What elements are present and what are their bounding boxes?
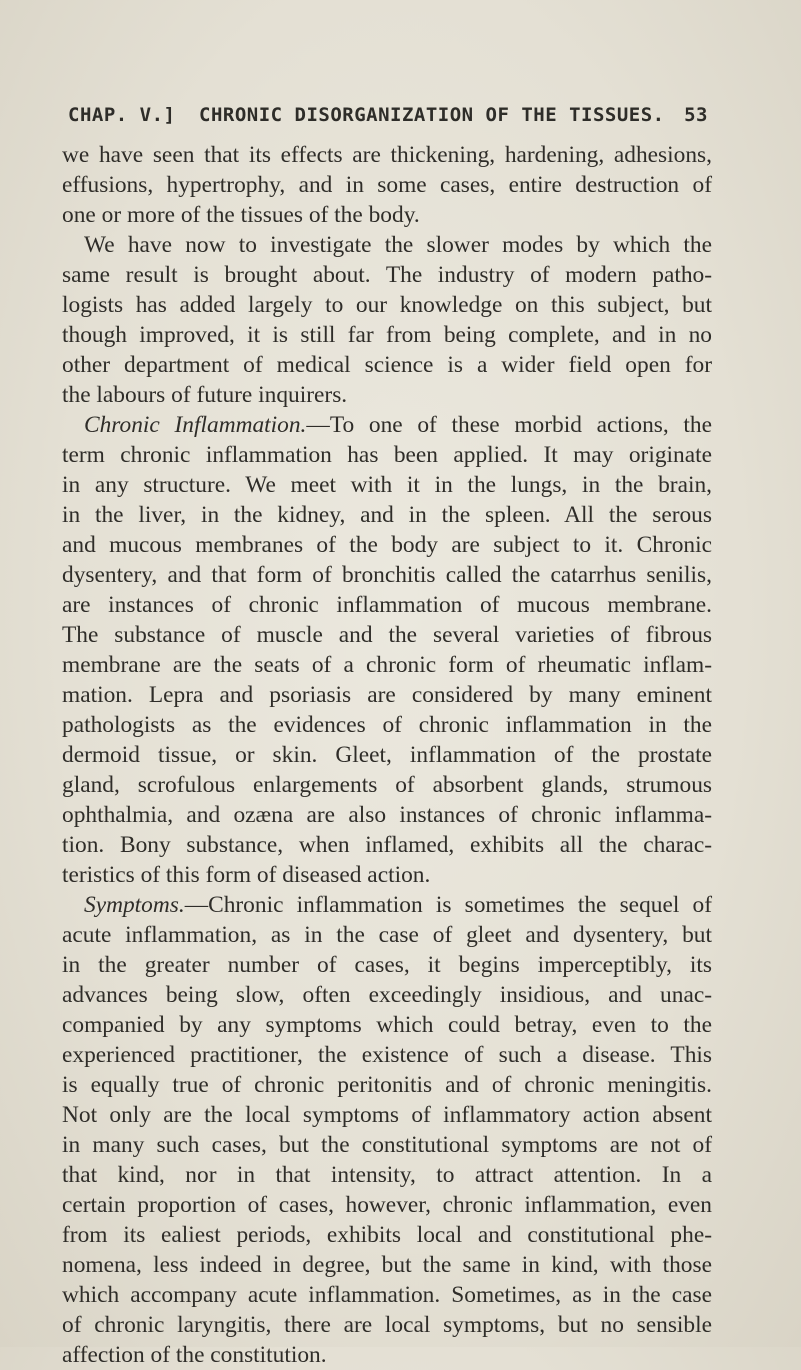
text-line: logists has added largely to our knowledge on this subject, but	[62, 292, 712, 318]
text-line: gland, scrofulous enlargements of absorbent glands, strumous	[62, 772, 712, 798]
running-title: CHRONIC DISORGANIZATION OF THE TISSUES.	[199, 104, 665, 126]
page-number: 53	[684, 104, 708, 126]
run-in-heading: Chronic Inflammation.	[84, 412, 307, 438]
text-line: acute inflammation, as in the case of gleet and dysentery, but	[62, 922, 712, 948]
text-line: Not only are the local symptoms of inflammatory action absent	[62, 1102, 712, 1128]
text-line: pathologists as the evidences of chronic inflammation in the	[62, 712, 712, 738]
text-line: the labours of future inquirers.	[62, 382, 348, 408]
text-line: ophthalmia, and ozæna are also instances of chronic inflamma-	[62, 802, 712, 828]
text-line: dermoid tissue, or skin. Gleet, inflammation of the prostate	[62, 742, 712, 768]
text-line: certain proportion of cases, however, chronic inflammation, even	[62, 1192, 712, 1218]
text-line: same result is brought about. The industry of modern patho-	[62, 262, 712, 288]
text-line: The substance of muscle and the several varieties of fibrous	[62, 622, 712, 648]
text-line: effusions, hypertrophy, and in some cases, entire destruction of	[62, 172, 712, 198]
body-text	[62, 140, 712, 1370]
text-line: in the greater number of cases, it begins imperceptibly, its	[62, 952, 712, 978]
text-line: one or more of the tissues of the body.	[62, 202, 420, 228]
text-line: mation. Lepra and psoriasis are considered by many eminent	[62, 682, 712, 708]
run-in-heading: Symptoms.	[84, 892, 185, 918]
text-line: dysentery, and that form of bronchitis called the catarrhus senilis,	[62, 562, 712, 588]
section-heading-line: Symptoms.—Chronic inflammation is sometimes the sequel of	[84, 892, 712, 918]
text-line: though improved, it is still far from being complete, and in no	[62, 322, 712, 348]
text-line: tion. Bony substance, when inflamed, exhibits all the charac-	[62, 832, 712, 858]
text-line: nomena, less indeed in degree, but the same in kind, with those	[62, 1252, 712, 1278]
text-line: in many such cases, but the constitutional symptoms are not of	[62, 1132, 712, 1158]
running-header	[68, 104, 708, 134]
text-line: in any structure. We meet with it in the lungs, in the brain,	[62, 472, 712, 498]
text-line: from its ealiest periods, exhibits local and constitutional phe-	[62, 1222, 712, 1248]
text-line: which accompany acute inflammation. Sometimes, as in the case	[62, 1282, 712, 1308]
text-line: experienced practitioner, the existence of such a disease. This	[62, 1042, 712, 1068]
section-heading-line: Chronic Inflammation.—To one of these morbid actions, the	[84, 412, 713, 438]
text-line: teristics of this form of diseased action.	[62, 862, 431, 888]
chapter-label: CHAP. V.]	[68, 104, 176, 126]
text-line: we have seen that its effects are thickening, hardening, adhesions,	[62, 142, 712, 168]
text-line: is equally true of chronic peritonitis and of chronic meningitis.	[62, 1072, 712, 1098]
text-line: We have now to investigate the slower modes by which the	[84, 232, 712, 258]
text-line: companied by any symptoms which could betray, even to the	[62, 1012, 712, 1038]
text-line: advances being slow, often exceedingly insidious, and unac-	[62, 982, 712, 1008]
text-line: other department of medical science is a wider field open for	[62, 352, 712, 378]
text-line: term chronic inflammation has been applied. It may originate	[62, 442, 712, 468]
text-line: of chronic laryngitis, there are local symptoms, but no sensible	[62, 1312, 712, 1338]
text-line: are instances of chronic inflammation of mucous membrane.	[62, 592, 712, 618]
text-line: and mucous membranes of the body are subject to it. Chronic	[62, 532, 712, 558]
text-line: in the liver, in the kidney, and in the spleen. All the serous	[62, 502, 712, 528]
text-line: membrane are the seats of a chronic form of rheumatic inflam-	[62, 652, 712, 678]
text-line: that kind, nor in that intensity, to attract attention. In a	[62, 1162, 712, 1188]
text-line: affection of the constitution.	[62, 1342, 327, 1368]
